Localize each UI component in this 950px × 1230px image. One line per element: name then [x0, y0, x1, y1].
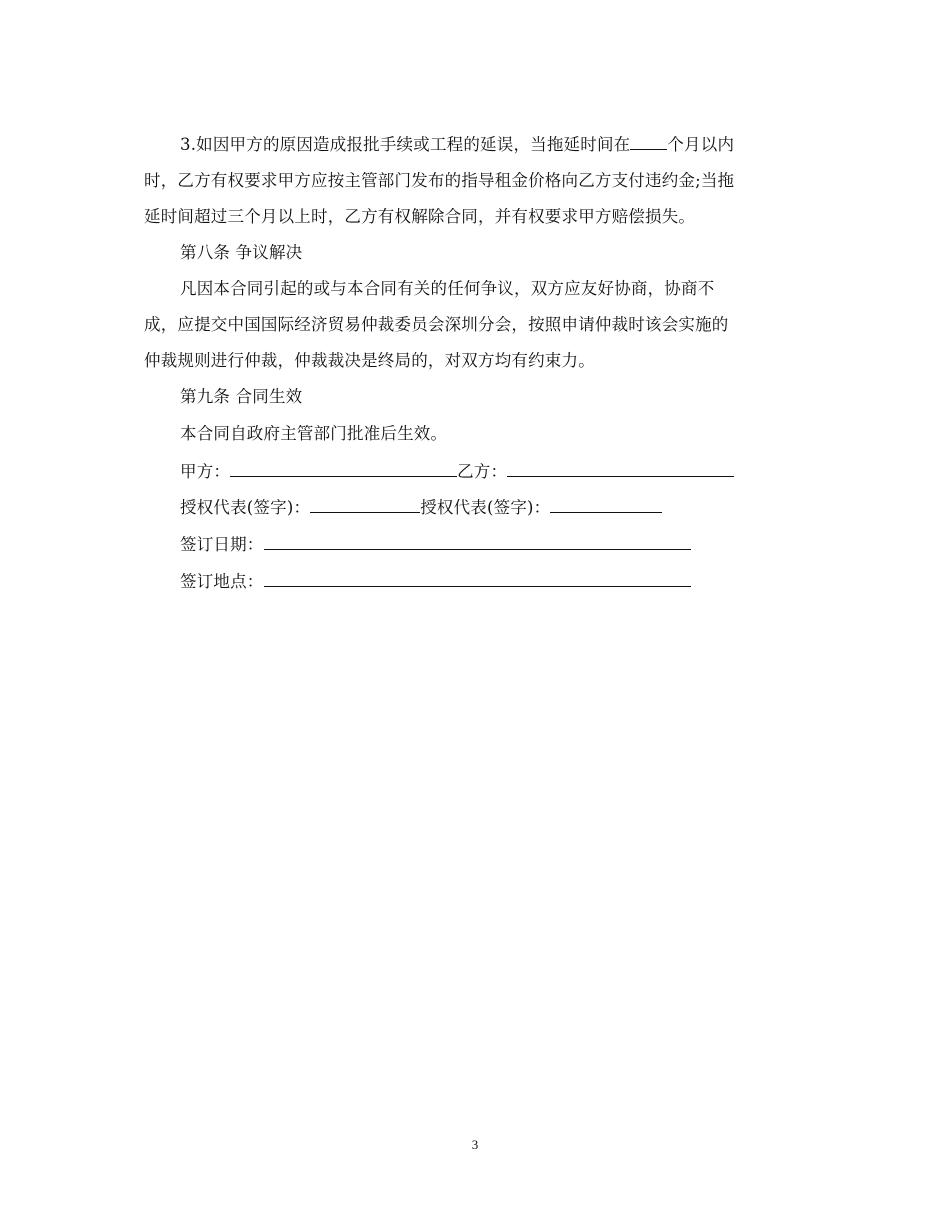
party-a-label: 甲方：: [180, 462, 231, 481]
article9-line1: 本合同自政府主管部门批准后生效。: [180, 424, 448, 443]
party-row: [180, 461, 860, 482]
rep-a-blank: [310, 497, 420, 513]
clause3-line1: [180, 134, 860, 155]
representative-row: [180, 497, 860, 518]
party-b-blank: [507, 461, 734, 477]
article8-heading: 第八条 争议解决: [180, 243, 303, 262]
rep-a-label: 授权代表(签字)：: [180, 498, 311, 517]
clause3-text-a: 3.如因甲方的原因造成报批手续或工程的延误，当拖延时间在: [180, 135, 631, 154]
rep-b-label: 授权代表(签字)：: [420, 498, 551, 517]
party-b-label: 乙方：: [457, 462, 508, 481]
article8-line3: 仲裁规则进行仲裁，仲裁裁决是终局的，对双方均有约束力。: [144, 351, 595, 370]
date-row: [180, 534, 860, 555]
article9-heading: 第九条 合同生效: [180, 387, 303, 406]
date-blank: [264, 534, 691, 550]
months-blank: [630, 134, 667, 150]
rep-b-blank: [550, 497, 662, 513]
article8-line2: 成，应提交中国国际经济贸易仲裁委员会深圳分会，按照申请仲裁时该会实施的: [144, 315, 729, 334]
clause3-line3: 延时间超过三个月以上时，乙方有权解除合同，并有权要求甲方赔偿损失。: [144, 207, 696, 226]
clause3-text-b: 个月以内: [667, 135, 735, 154]
clause3-line2: 时，乙方有权要求甲方应按主管部门发布的指导租金价格向乙方支付违约金;当拖: [144, 171, 735, 190]
date-label: 签订日期：: [180, 535, 264, 554]
place-row: [180, 571, 860, 592]
article8-line1: 凡因本合同引起的或与本合同有关的任何争议，双方应友好协商，协商不: [180, 279, 715, 298]
place-label: 签订地点：: [180, 572, 264, 591]
place-blank: [264, 571, 691, 587]
page-number: 3: [471, 1137, 479, 1152]
party-a-blank: [230, 461, 457, 477]
